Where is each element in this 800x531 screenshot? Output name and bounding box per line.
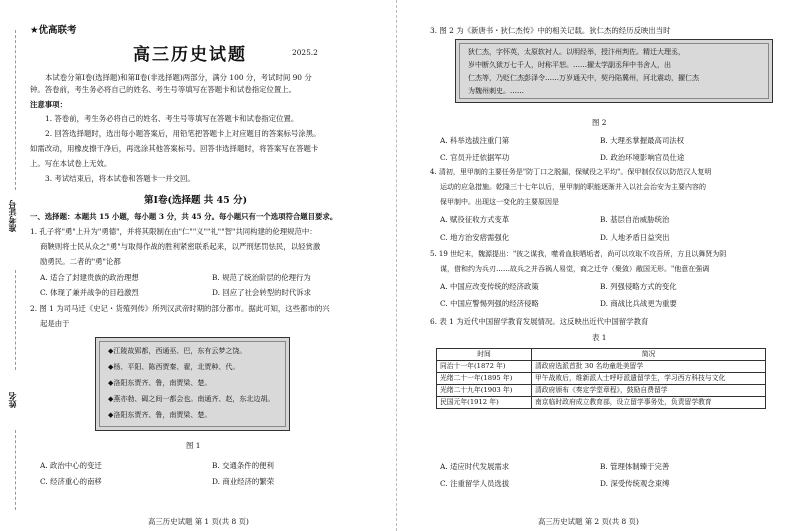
q5-line-1: 5. 19 世纪末，魏源提出："彼之谋我，噬肴血肤晒垢者，尚可以攻取不攻吾所，方且以舞贤为阴 [430, 250, 727, 258]
exam-badge: ★优高联考 [30, 25, 77, 36]
q1-option-d[interactable]: D. 回应了社会转型的时代诉求 [212, 288, 312, 297]
table-1 [436, 348, 766, 409]
page-title: 高三历史试题 [133, 45, 247, 65]
q1-line-1: 1. 孔子将"勇"上升为"勇德"，并将其限制在由"仁""义""礼""智"共同构建的伦理规范中： [30, 227, 317, 236]
figure-2-caption: 图 2 [592, 118, 607, 127]
q4-line-1: 4. 清初，里甲制的主要任务是"防丁口之脱漏，保赋役之平均"。保甲制仅仅以防范汉人复明 [430, 168, 712, 176]
q4-option-d[interactable]: D. 人地矛盾日益突出 [600, 233, 670, 242]
q3-line-1: 3. 图 2 为《新唐书・狄仁杰传》中的相关记载。狄仁杰的经历反映出当时 [430, 26, 671, 35]
q1-line-3: 励勇民。二者的"勇"论都 [40, 257, 121, 266]
intro-line-2: 钟。答卷前，考生务必将自己的姓名、考生号等填写在答题卡和试卷指定位置上。 [30, 85, 297, 94]
figure-2-line-4: 为魏州刺史。…… [468, 87, 524, 95]
notice-line-4: 上。写在本试卷上无效。 [30, 159, 112, 168]
exam-page-2 [400, 0, 800, 531]
name-label: 姓名 [7, 392, 17, 408]
figure-1-line-5: ◆洛阳东贾齐、鲁，南贾梁、楚。 [108, 411, 212, 419]
figure-2-line-3: 仁杰等，乃贬仁杰彭泽令……万岁通天中，契丹陷冀州，河北震动，擢仁杰 [468, 74, 699, 82]
q2-option-d[interactable]: D. 商业经济的繁荣 [212, 477, 275, 486]
table-header-time: 时间 [437, 349, 532, 361]
page-1-footer: 高三历史试题 第 1 页(共 8 页) [148, 517, 249, 526]
q1-line-2: 商鞅则将士民从众之"勇"与取得作战的胜利紧密联系起来，以严刑惩罚怯民，以轻赏激 [40, 242, 321, 251]
q5-option-d[interactable]: D. 商战比兵战更为重要 [600, 299, 677, 308]
notice-title: 注意事项： [30, 100, 67, 109]
figure-2-line-1: 狄仁杰，字怀英，太原软衬人。以明经举，授汴州判佐。精迁大理丞， [468, 48, 685, 56]
q5-option-a[interactable]: A. 中国应改变传统的经济政策 [440, 282, 539, 291]
q2-line-1: 2. 图 1 为司马迁《史记・货殖列传》所列汉武帝时期的部分都市。据此可知，这些都市的兴 [30, 304, 330, 313]
figure-1-box [95, 337, 290, 431]
table-row [437, 385, 766, 397]
q4-line-3: 保甲制中。出现这一变化的主要原因是 [440, 198, 559, 206]
q2-option-c[interactable]: C. 经济重心的南移 [40, 477, 102, 486]
q1-option-a[interactable]: A. 适合了封建贵族的政治理想 [40, 273, 139, 282]
page-2-footer: 高三历史试题 第 2 页(共 8 页) [538, 517, 639, 526]
binding-line-bottom [15, 430, 16, 510]
notice-line-3: 如需改动，用橡皮擦干净后，再选涂其他答案标号。回答非选择题时，将答案写在答题卡 [30, 144, 319, 153]
exam-number-label: 准考证号 [7, 200, 17, 232]
figure-1-caption: 图 1 [186, 441, 201, 450]
q4-option-c[interactable]: C. 地方治安痞需强化 [440, 233, 510, 242]
q6-option-d[interactable]: D. 深受传统观念束缚 [600, 479, 670, 488]
binding-line-middle [15, 270, 16, 370]
q2-option-b[interactable]: B. 交通条件的便利 [212, 461, 274, 470]
table-header-row [437, 349, 766, 361]
q4-option-a[interactable]: A. 赋役征收方式变革 [440, 215, 510, 224]
q1-option-c[interactable]: C. 体现了兼并战争的目趋激烈 [40, 288, 139, 297]
table-cell-summary: 清政府选派首批 30 名幼童赴美留学 [532, 361, 766, 373]
table-cell-summary: 清政府颁布《奏定学堂章程》，鼓励自费留学 [532, 385, 766, 397]
section-1-heading: 一、选择题：本题共 15 小题，每小题 3 分，共 45 分。每小题只有一个选项符合题目要求。 [30, 212, 338, 221]
table-cell-time: 民国元年(1912 年) [437, 397, 532, 409]
q3-option-d[interactable]: D. 政治环境影响官员仕途 [600, 153, 685, 162]
table-header-summary: 简况 [532, 349, 766, 361]
q5-option-c[interactable]: C. 中国应警惕列强的经济侵略 [440, 299, 539, 308]
q4-line-2: 运动的应急措施。乾隆三十七年以后，里甲制的职能逐渐并入以社会治安为主要内容的 [440, 183, 706, 191]
figure-1-line-2: ◆杨、平阳、陈西贾秦、翟，北贾种、代。 [108, 363, 240, 371]
figure-1-line-4: ◆燕亦勃、碣之间一都会也。南通齐、赵，东北边胡。 [108, 395, 275, 403]
notice-line-1: 1. 答卷前，考生务必将自己的姓名、考生号等填写在答题卡和试卷指定位置。 [45, 114, 299, 123]
exam-date: 2025.2 [292, 48, 318, 57]
table-cell-time: 光绪二十九年(1903 年) [437, 385, 532, 397]
figure-1-line-3: ◆洛阳东贾齐、鲁，南贾梁、楚。 [108, 379, 212, 387]
table-cell-time: 光绪二十一年(1895 年) [437, 373, 532, 385]
q6-option-a[interactable]: A. 适应时代发展需求 [440, 462, 510, 471]
intro-line-1: 本试卷分第Ⅰ卷(选择题)和第Ⅱ卷(非选择题)两部分，满分 100 分，考试时间 90 分 [45, 73, 312, 82]
table-row [437, 397, 766, 409]
q6-option-c[interactable]: C. 注重留学人员选拔 [440, 479, 510, 488]
table-cell-summary: 甲午战败后，维新派人士呼吁派遣留学生，学习西方科技与文化 [532, 373, 766, 385]
table-row [437, 361, 766, 373]
q3-option-a[interactable]: A. 科举选拔注重门第 [440, 136, 510, 145]
q2-line-2: 起是由于 [40, 319, 70, 328]
q5-option-b[interactable]: B. 列强侵略方式的变化 [600, 282, 677, 291]
q3-option-b[interactable]: B. 大理丞掌握最高司法权 [600, 136, 685, 145]
notice-line-5: 3. 考试结束后，将本试卷和答题卡一并交回。 [45, 174, 195, 183]
q5-line-2: 谋，借和约为兵刃……故兵之并吞祸人易觉，商之迁夺（聚敛）敝国无形。"他意在强调 [440, 265, 710, 273]
q6-line-1: 6. 表 1 为近代中国留学教育发展情况。这反映出近代中国留学教育 [430, 317, 649, 326]
table-1-caption: 表 1 [592, 333, 607, 342]
figure-2-line-2: 岁中断久狱万七千人，时称平恕。……擢太学副丞拜中书舍人，出 [468, 61, 671, 69]
q4-option-b[interactable]: B. 基层自治威胁统治 [600, 215, 670, 224]
table-row [437, 373, 766, 385]
table-cell-time: 同治十一年(1872 年) [437, 361, 532, 373]
q6-option-b[interactable]: B. 管理体制臻于完善 [600, 462, 670, 471]
part-1-heading: 第Ⅰ卷(选择题 共 45 分) [144, 195, 248, 206]
table-cell-summary: 南京临时政府成立教育部，设立留学事务处，负责留学教育 [532, 397, 766, 409]
figure-1-line-1: ◆江陵故郢都，西通巫、巴，东有云梦之饶。 [108, 347, 247, 355]
notice-line-2: 2. 回答选择题时，选出每小题答案后，用铅笔把答题卡上对应题目的答案标号涂黑。 [45, 129, 321, 138]
q1-option-b[interactable]: B. 规范了统治阶层的伦理行为 [212, 273, 311, 282]
binding-line-top [15, 30, 16, 190]
q3-option-c[interactable]: C. 官员升迁依据军功 [440, 153, 510, 162]
q2-option-a[interactable]: A. 政治中心的变迁 [40, 461, 102, 470]
figure-2-box [455, 39, 773, 103]
